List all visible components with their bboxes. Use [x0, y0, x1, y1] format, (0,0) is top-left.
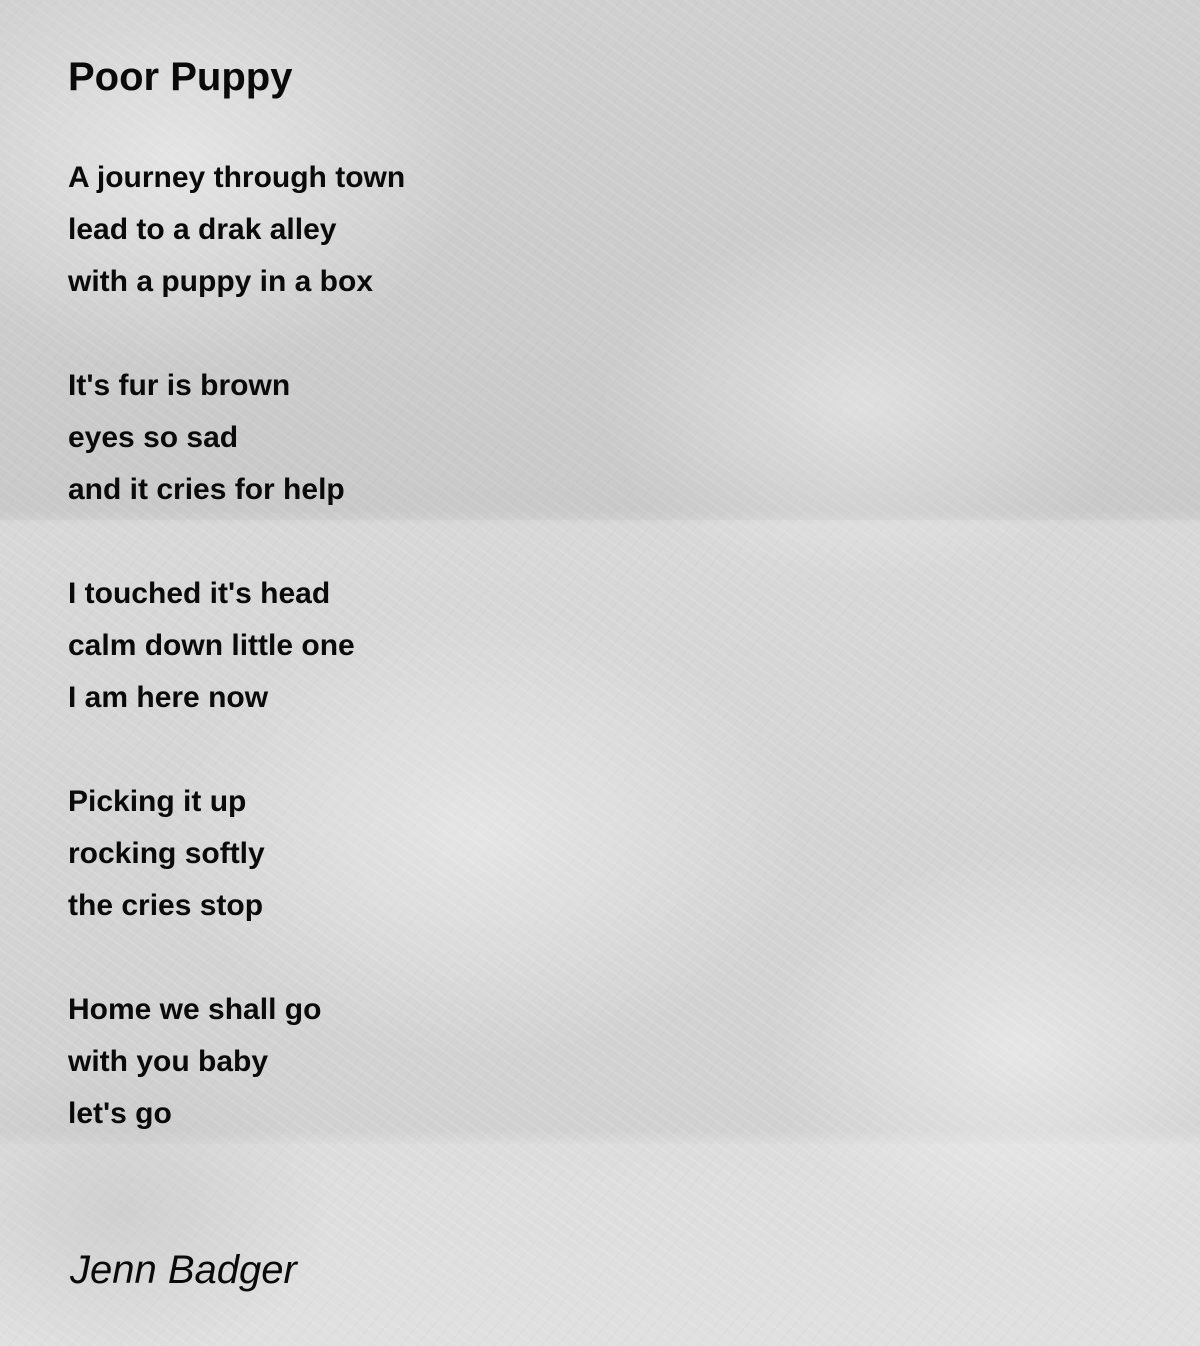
stanza-2: [68, 360, 405, 516]
poem-line: the cries stop: [68, 889, 264, 922]
poem-line: rocking softly: [68, 837, 265, 870]
stanza-1: [68, 152, 405, 308]
background-band-bottom: [0, 1144, 1200, 1346]
poem-line: A journey through town: [68, 161, 406, 194]
poem-line: I am here now: [68, 681, 269, 714]
stanza-4: [68, 776, 405, 932]
poem-title: Poor Puppy: [68, 55, 293, 99]
poem-line: lead to a drak alley: [68, 213, 337, 246]
stanza-3: [68, 568, 405, 724]
poem-line: I touched it's head: [68, 577, 331, 610]
poem-line: Picking it up: [68, 785, 247, 818]
poem-line: let's go: [68, 1097, 172, 1130]
poem-author: Jenn Badger: [70, 1248, 297, 1292]
poem-line: Home we shall go: [68, 993, 322, 1026]
poem-line: calm down little one: [68, 629, 355, 662]
poem-line: and it cries for help: [68, 473, 345, 506]
poem-line: eyes so sad: [68, 421, 239, 454]
poem-body: [68, 152, 405, 1140]
poem-line: with you baby: [68, 1045, 269, 1078]
poem-line: with a puppy in a box: [68, 265, 374, 298]
stanza-5: [68, 984, 405, 1140]
poem-line: It's fur is brown: [68, 369, 291, 402]
